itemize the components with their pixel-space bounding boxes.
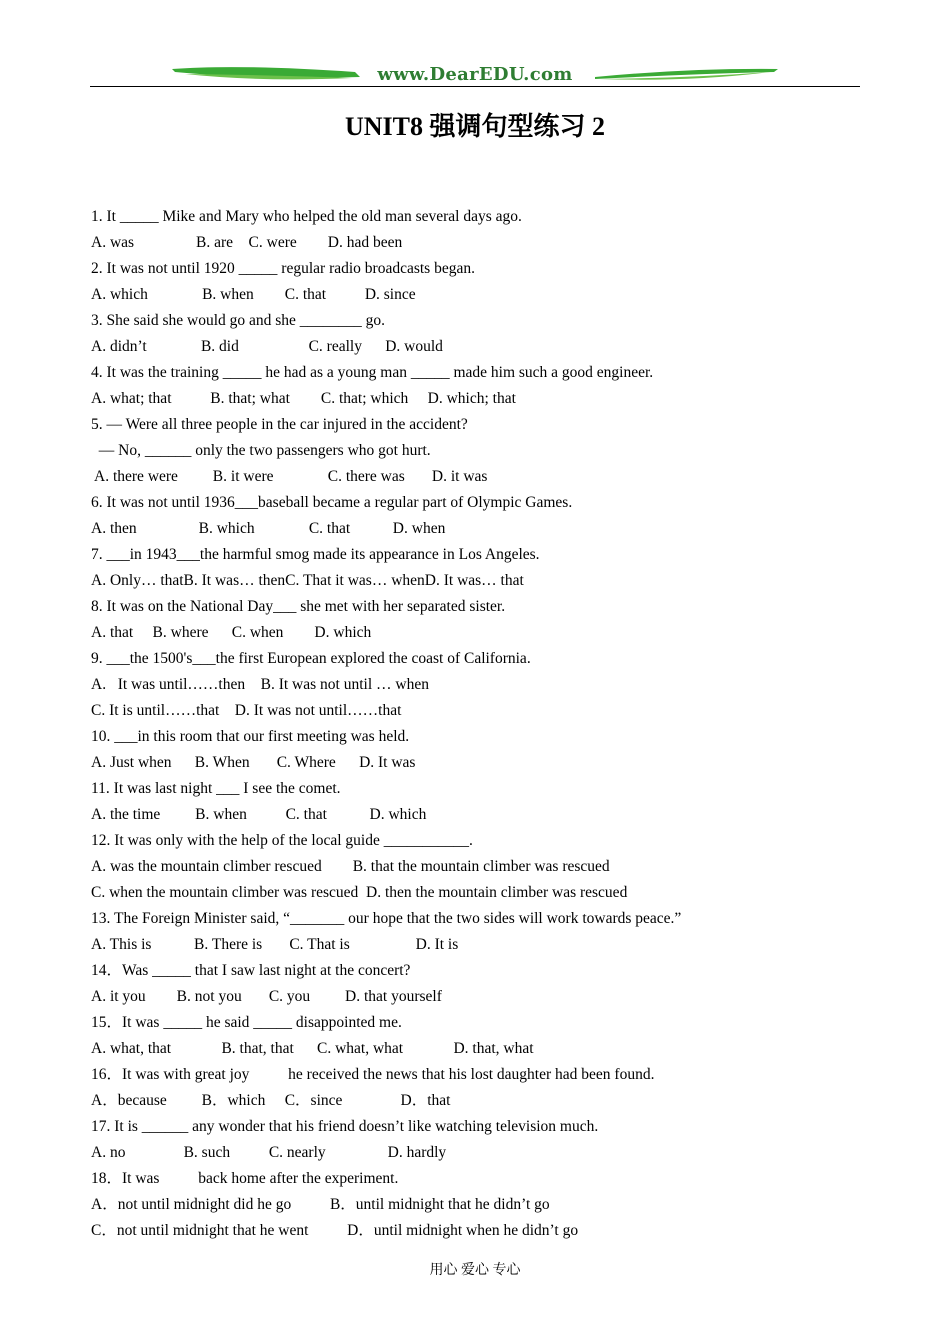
text-line: 3. She said she would go and she ________ go. (91, 312, 386, 329)
text-line: A. no B. such C. nearly D. hardly (91, 1144, 447, 1161)
text-line: — No, ______ only the two passengers who got hurt. (91, 442, 431, 459)
text-line: 8. It was on the National Day___ she met with her separated sister. (91, 598, 506, 615)
text-line: C．not until midnight that he went D．until midnight when he didn’t go (91, 1222, 579, 1239)
text-line: A. was the mountain climber rescued B. that the mountain climber was rescued (91, 858, 610, 875)
text-line: A．because B．which C．since D．that (91, 1092, 451, 1109)
text-line: 17. It is ______ any wonder that his friend doesn’t like watching television much. (91, 1118, 599, 1135)
text-line: A. the time B. when C. that D. which (91, 806, 427, 823)
text-line: A. which B. when C. that D. since (91, 286, 416, 303)
text-line: A. there were B. it were C. there was D. it was (91, 468, 488, 485)
text-line: A. that B. where C. when D. which (91, 624, 372, 641)
text-line: 12. It was only with the help of the local guide ___________. (91, 832, 473, 849)
text-line: 5. — Were all three people in the car injured in the accident? (91, 416, 468, 433)
text-line: 4. It was the training _____ he had as a young man _____ made him such a good engineer. (91, 364, 654, 381)
page-footer: 用心 爱心 专心 (429, 1263, 521, 1278)
text-line: 16．It was with great joy he received the news that his lost daughter had been found. (91, 1066, 655, 1083)
text-line: 1. It _____ Mike and Mary who helped the old man several days ago. (91, 208, 522, 225)
text-line: A. what, that B. that, that C. what, what D. that, what (91, 1040, 534, 1057)
text-line: 2. It was not until 1920 _____ regular radio broadcasts began. (91, 260, 475, 277)
text-line: 11. It was last night ___ I see the comet. (91, 780, 341, 797)
text-line: A. Only… thatB. It was… thenC. That it was… whenD. It was… that (91, 572, 524, 589)
text-line: 13. The Foreign Minister said, “_______ our hope that the two sides will work towards peace.” (91, 910, 682, 927)
text-line: 9. ___the 1500's___the first European explored the coast of California. (91, 650, 531, 667)
page-title: UNIT8 强调句型练习 2 (344, 112, 605, 141)
text-line: 10. ___in this room that our first meeting was held. (91, 728, 410, 745)
text-line: 6. It was not until 1936___baseball became a regular part of Olympic Games. (91, 494, 573, 511)
text-line: A. didn’t B. did C. really D. would (91, 338, 443, 355)
text-line: A. This is B. There is C. That is D. It is (91, 936, 459, 953)
text-line: A．not until midnight did he go B．until midnight that he didn’t go (91, 1196, 550, 1213)
text-line: 14．Was _____ that I saw last night at the concert? (91, 962, 411, 979)
text-line: 18．It was back home after the experiment. (91, 1170, 399, 1187)
text-line: A. then B. which C. that D. when (91, 520, 446, 537)
exercise-list (91, 204, 881, 1244)
site-logo-text: www.DearEDU.com (377, 64, 573, 85)
text-line: 15．It was _____ he said _____ disappointed me. (91, 1014, 402, 1031)
header-rule (90, 86, 860, 87)
text-line: A. Just when B. When C. Where D. It was (91, 754, 416, 771)
text-line: A. was B. are C. were D. had been (91, 234, 403, 251)
text-line: C. It is until……that D. It was not until……that (91, 702, 402, 719)
text-line: A. It was until……then B. It was not until … when (91, 676, 429, 693)
page-header (90, 60, 860, 90)
text-line: 7. ___in 1943___the harmful smog made its appearance in Los Angeles. (91, 546, 540, 563)
text-line: A. it you B. not you C. you D. that yourself (91, 988, 442, 1005)
text-line: C. when the mountain climber was rescued D. then the mountain climber was rescued (91, 884, 628, 901)
text-line: A. what; that B. that; what C. that; which D. which; that (91, 390, 516, 407)
